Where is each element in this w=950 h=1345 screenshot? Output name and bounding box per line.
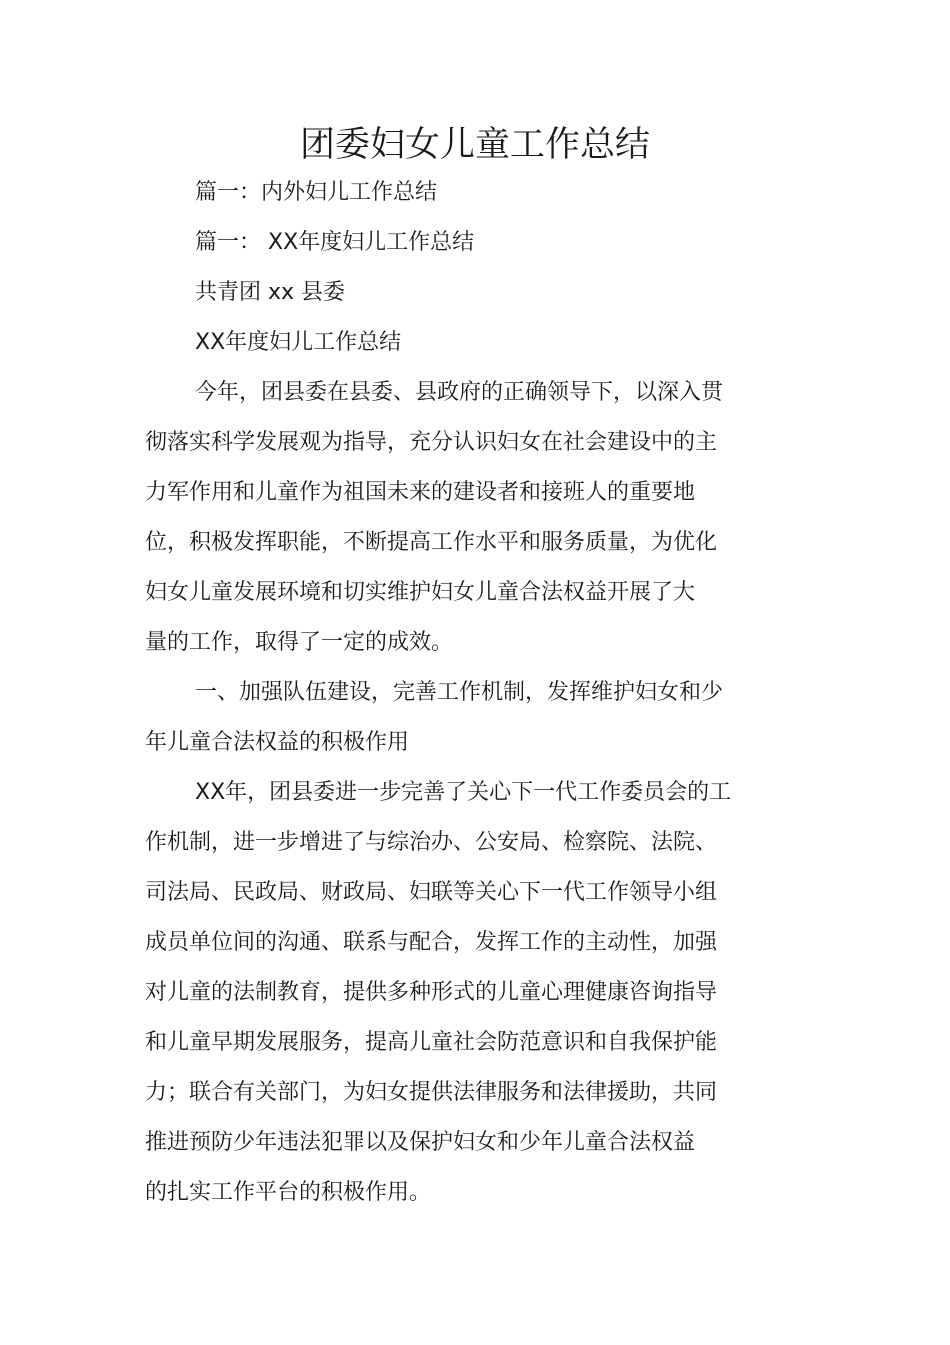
text-line: 作机制，进一步增进了与综治办、公安局、检察院、法院、 <box>145 830 718 855</box>
text-line: 成员单位间的沟通、联系与配合，发挥工作的主动性，加强 <box>145 930 718 955</box>
text-line: 量的工作，取得了一定的成效。 <box>145 630 454 655</box>
text-line: 共青团 xx 县委 <box>195 280 346 305</box>
text-line: 和儿童早期发展服务，提高儿童社会防范意识和自我保护能 <box>145 1030 718 1055</box>
text-line: XX年，团县委进一步完善了关心下一代工作委员会的工 <box>195 780 732 805</box>
text-line: 力；联合有关部门，为妇女提供法律服务和法律援助，共同 <box>145 1080 718 1105</box>
text-line: 篇一：内外妇儿工作总结 <box>195 180 438 205</box>
text-line: XX年度妇儿工作总结 <box>195 330 402 355</box>
text-line: 一、加强队伍建设，完善工作机制，发挥维护妇女和少 <box>195 680 724 705</box>
text-line: 推进预防少年违法犯罪以及保护妇女和少年儿童合法权益 <box>145 1130 696 1155</box>
text-line: 的扎实工作平台的积极作用。 <box>145 1180 432 1205</box>
text-line: 力军作用和儿童作为祖国未来的建设者和接班人的重要地 <box>145 480 696 505</box>
text-line: 篇一： XX年度妇儿工作总结 <box>195 230 475 255</box>
text-line: 彻落实科学发展观为指导，充分认识妇女在社会建设中的主 <box>145 430 718 455</box>
text-line: 司法局、民政局、财政局、妇联等关心下一代工作领导小组 <box>145 880 718 905</box>
text-line: 对儿童的法制教育，提供多种形式的儿童心理健康咨询指导 <box>145 980 718 1005</box>
document-body <box>145 168 765 1218</box>
text-line: 年儿童合法权益的积极作用 <box>145 730 410 755</box>
text-line: 位，积极发挥职能，不断提高工作水平和服务质量，为优化 <box>145 530 718 555</box>
text-line: 今年，团县委在县委、县政府的正确领导下，以深入贯 <box>195 380 724 405</box>
document-title: 团委妇女儿童工作总结 <box>299 125 650 165</box>
text-line: 妇女儿童发展环境和切实维护妇女儿童合法权益开展了大 <box>145 580 696 605</box>
